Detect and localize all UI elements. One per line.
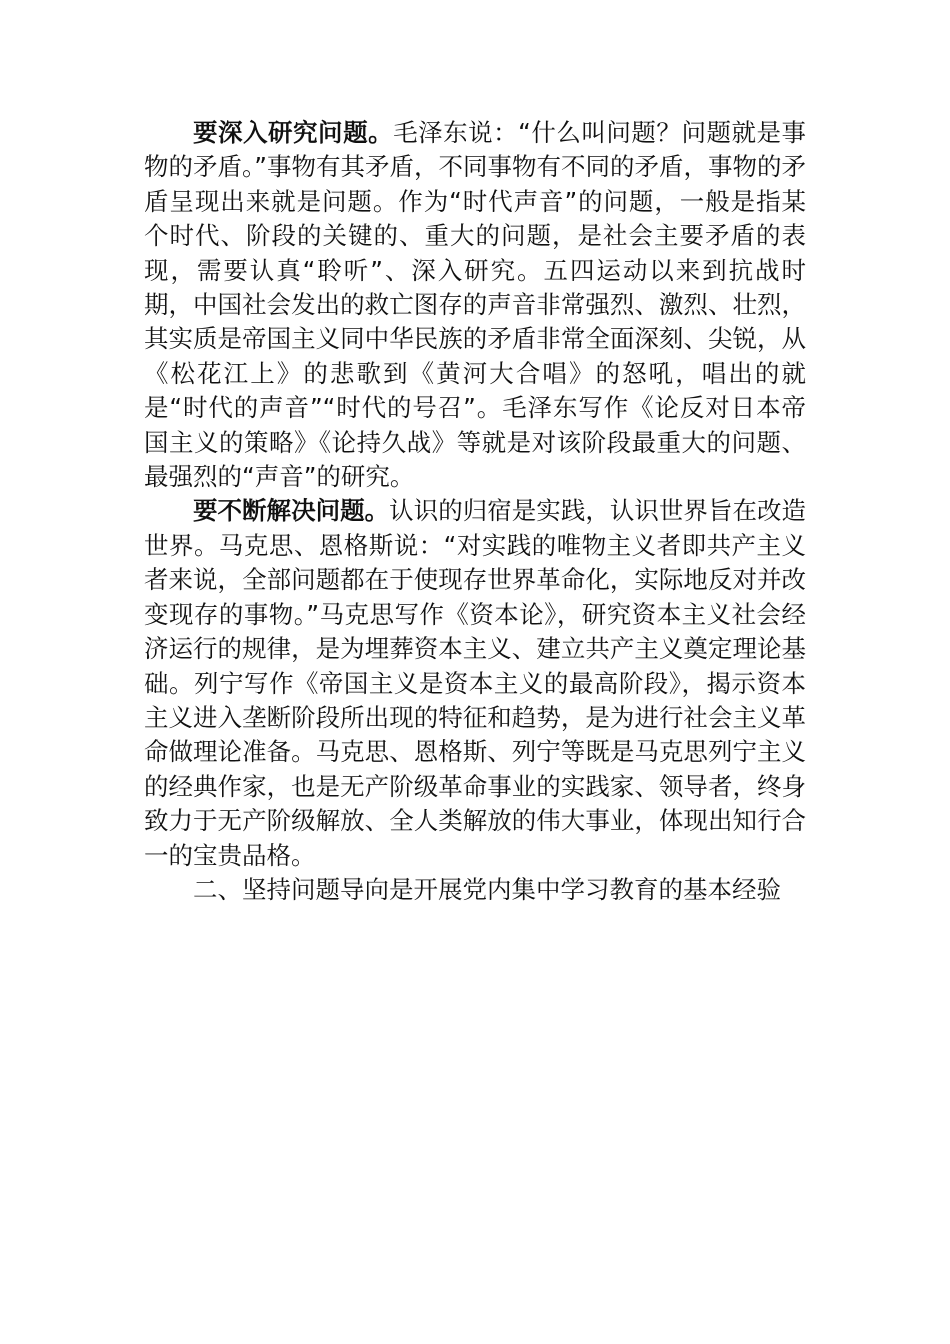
paragraph-lead: 要深入研究问题。 [193, 118, 394, 147]
paragraph-research-problems [144, 116, 806, 494]
document-page [144, 116, 806, 907]
paragraph-body: 认识的归宿是实践，认识世界旨在改造世界。马克思、恩格斯说：“对实践的唯物主义者即共产主义者来说，全部问题都在于使现存世界革命化，实际地反对并改变现存的事物。”马克思写作《资本论》，研究资本主义社会经济运行的规律，是为埋葬资本主义、建立共产主义奠定理论基础。列宁写作《帝国主义是资本主义的最高阶段》，揭示资本主义进入垄断阶段所出现的特征和趋势，是为进行社会主义革命做理论准备。马克思、恩格斯、列宁等既是马克思列宁主义的经典作家，也是无产阶级革命事业的实践家、领导者，终身致力于无产阶级解放、全人类解放的伟大事业，体现出知行合一的宝贵品格。 [144, 496, 807, 870]
section-heading: 二、坚持问题导向是开展党内集中学习教育的基本经验 [193, 874, 781, 904]
paragraph-body: 毛泽东说：“什么叫问题？问题就是事物的矛盾。”事物有其矛盾，不同事物有不同的矛盾，事物的矛盾呈现出来就是问题。作为“时代声音”的问题，一般是指某个时代、阶段的关键的、重大的问题，是社会主要矛盾的表现，需要认真“聆听”、深入研究。五四运动以来到抗战时期，中国社会发出的救亡图存的声音非常强烈、激烈、壮烈，其实质是帝国主义同中华民族的矛盾非常全面深刻、尖锐，从《松花江上》的悲歌到《黄河大合唱》的怒吼，唱出的就是“时代的声音”“时代的号召”。毛泽东写作《论反对日本帝国主义的策略》《论持久战》等就是对该阶段最重大的问题、最强烈的“声音”的研究。 [144, 118, 806, 492]
paragraph-lead: 要不断解决问题。 [193, 496, 390, 526]
paragraph-solve-problems [144, 494, 806, 872]
